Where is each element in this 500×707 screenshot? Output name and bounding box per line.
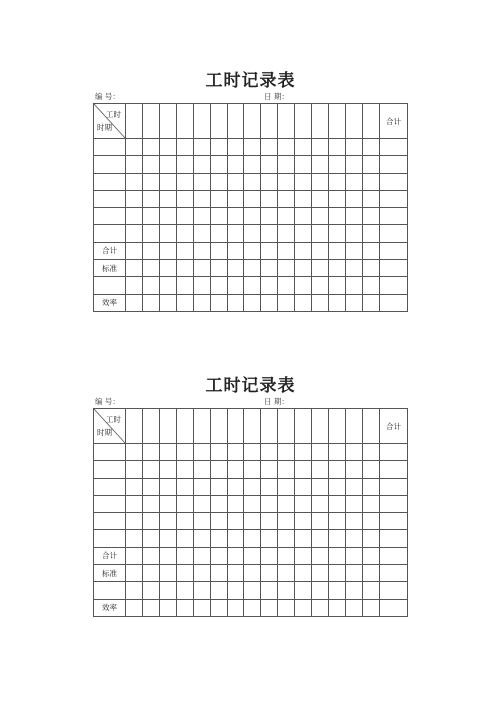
table-row [94,582,408,599]
table-row [94,208,408,225]
header-cell[interactable] [125,409,142,444]
row-label-cell[interactable] [94,495,126,512]
corner-label-period: 时期 [97,123,112,132]
row-label-standard: 标准 [94,260,126,277]
header-cell[interactable] [176,104,193,139]
header-cell[interactable] [346,104,363,139]
header-cell[interactable] [346,409,363,444]
header-cell[interactable] [125,104,142,139]
table-row-efficiency [94,599,408,616]
sheet-title: 工时记录表 [205,376,296,396]
row-label-standard: 标准 [94,565,126,582]
row-label-cell[interactable] [94,173,126,190]
header-cell[interactable] [295,409,312,444]
header-cell[interactable] [261,104,278,139]
table-row-standard [94,565,408,582]
row-label-cell[interactable] [94,582,126,599]
date-label: 日 期： [264,92,289,101]
header-cell[interactable] [329,409,346,444]
table-row [94,530,408,547]
table-row [94,277,408,294]
header-cell[interactable] [363,409,380,444]
row-label-cell[interactable] [94,208,126,225]
header-cell[interactable] [142,104,159,139]
row-label-total: 合计 [94,242,126,259]
total-column-header: 合计 [379,104,407,139]
table-row [94,461,408,478]
header-cell[interactable] [159,104,176,139]
table-row-total [94,242,408,259]
record-table [93,103,408,312]
table-row [94,190,408,207]
header-cell[interactable] [176,409,193,444]
header-cell[interactable] [295,104,312,139]
header-cell[interactable] [363,104,380,139]
row-label-cell[interactable] [94,478,126,495]
row-label-cell[interactable] [94,461,126,478]
header-cell[interactable] [244,409,261,444]
header-cell[interactable] [329,104,346,139]
row-label-efficiency: 效率 [94,294,126,311]
row-label-cell[interactable] [94,444,126,461]
row-label-cell[interactable] [94,139,126,156]
total-column-header: 合计 [379,409,407,444]
header-cell[interactable] [210,104,227,139]
header-cell[interactable] [227,104,244,139]
table-row [94,173,408,190]
header-cell[interactable] [312,409,329,444]
table-row [94,225,408,242]
corner-header-cell [94,409,126,444]
header-cell[interactable] [227,409,244,444]
header-cell[interactable] [244,104,261,139]
table-row [94,444,408,461]
row-label-cell[interactable] [94,513,126,530]
row-label-cell[interactable] [94,277,126,294]
record-table [93,408,408,617]
table-row [94,495,408,512]
number-label: 编 号： [95,397,120,406]
row-label-cell[interactable] [94,225,126,242]
corner-label-hours: 工时 [105,110,121,119]
header-cell[interactable] [278,409,295,444]
row-label-cell[interactable] [94,156,126,173]
corner-header-cell [94,104,126,139]
header-cell[interactable] [312,104,329,139]
number-label: 编 号： [95,92,120,101]
header-cell[interactable] [278,104,295,139]
row-label-cell[interactable] [94,530,126,547]
header-cell[interactable] [193,409,210,444]
header-cell[interactable] [261,409,278,444]
table-row [94,156,408,173]
table-row-standard [94,260,408,277]
header-cell[interactable] [193,104,210,139]
table-row [94,139,408,156]
corner-label-hours: 工时 [105,415,121,424]
header-cell[interactable] [159,409,176,444]
table-row [94,478,408,495]
row-label-cell[interactable] [94,190,126,207]
header-cell[interactable] [142,409,159,444]
row-label-efficiency: 效率 [94,599,126,616]
table-row-total [94,547,408,564]
sheet-title: 工时记录表 [205,71,296,91]
date-label: 日 期： [264,397,289,406]
corner-label-period: 时期 [97,428,112,437]
header-cell[interactable] [210,409,227,444]
table-row-efficiency [94,294,408,311]
row-label-total: 合计 [94,547,126,564]
table-row [94,513,408,530]
